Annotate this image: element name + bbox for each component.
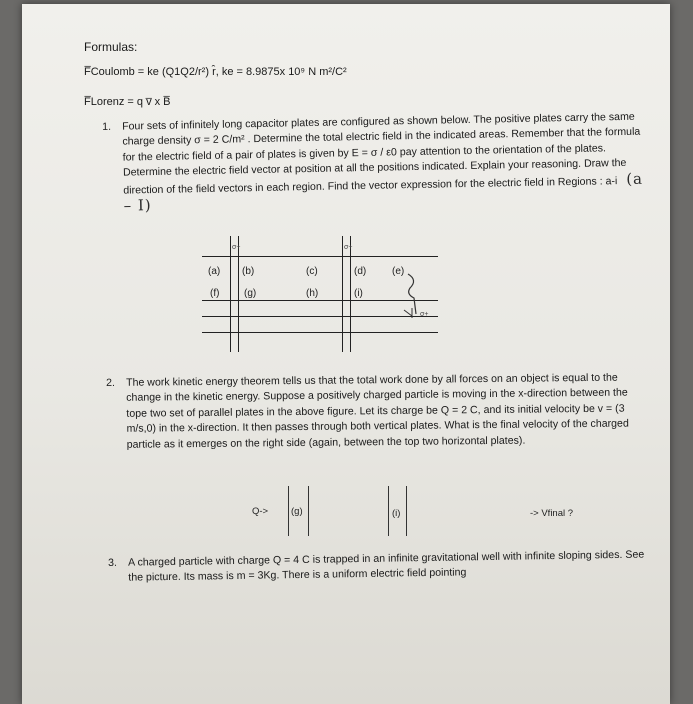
vertical-plate — [406, 486, 407, 536]
handwritten-marks — [202, 236, 438, 352]
vertical-plate — [288, 486, 289, 536]
sigma-label: σ+ — [344, 244, 353, 251]
question-2 — [106, 370, 647, 453]
capacitor-plates-diagram — [202, 236, 438, 352]
final-velocity-label: -> Vfinal ? — [530, 508, 574, 519]
question-2-text: The work kinetic energy theorem tells us that the total work done by all forces on an object is equal to the change in the kinetic energy. Suppose a positively charged particle is moving in the x-direction between the tope two set of parallel plates in the above figure. Let its charge be Q = 2 C, and its initial velocity be v = (3 m/s,0) in the x-direction. It then passes through both vertical plates. What is the final velocity of the charged particle as it emerges on the right side (again, between the top two horizontal plates). — [126, 371, 629, 451]
region-label: (i) — [354, 288, 363, 299]
sigma-label: σ+ — [232, 244, 241, 251]
question-3-number: 3. — [108, 556, 118, 569]
vertical-plate — [308, 486, 309, 536]
question-1-text: Four sets of infinitely long capacitor plates are configured as shown below. The positive plates carry the same charge density σ = 2 C/m² . Determine the total electric field in the indicated areas. Remember that the formula for the electric field of a pair of plates is given by E = σ / ε0 pay attention to the orientation of the plates. Determine the electric field vector at position at all the positions indicated. Explain your reasoning. Draw the direction of the field vectors in each region. Find the vector expression for the electric field in Regions : a-i — [122, 110, 641, 197]
region-label: (g) — [291, 506, 303, 517]
question-1 — [102, 109, 652, 216]
region-label: (i) — [392, 508, 401, 519]
formulas-section — [84, 40, 347, 126]
question-2-number: 2. — [106, 376, 115, 389]
document-page — [22, 4, 670, 704]
coulomb-formula: F̅Coulomb = ke (Q1Q2/r²) r̂, ke = 8.9875x 10⁹ N m²/C² — [84, 66, 347, 78]
region-label: (f) — [210, 288, 220, 299]
handwritten-note: (a – I) — [123, 169, 644, 215]
region-label: (a) — [208, 266, 221, 277]
sigma-label: σ+ — [420, 311, 429, 318]
region-label: (d) — [354, 266, 367, 277]
charge-label: Q-> — [252, 506, 269, 517]
region-label: (e) — [392, 266, 405, 277]
vertical-plate — [388, 486, 389, 536]
lorentz-formula: F̅Lorenz = q v̅ x B̅ — [84, 96, 171, 108]
region-label: (b) — [242, 266, 255, 277]
question-1-number: 1. — [102, 120, 112, 133]
question-3-text: A charged particle with charge Q = 4 C is trapped in an infinite gravitational well with infinite sloping sides. See the picture. Its mass is m = 3Kg. There is a uniform electric field pointing — [128, 548, 645, 585]
region-label: (c) — [306, 266, 318, 277]
region-label: (h) — [306, 288, 319, 299]
formulas-title: Formulas: — [84, 40, 138, 54]
particle-plates-figure — [252, 486, 612, 542]
question-3 — [108, 548, 648, 587]
region-label: (g) — [244, 288, 257, 299]
